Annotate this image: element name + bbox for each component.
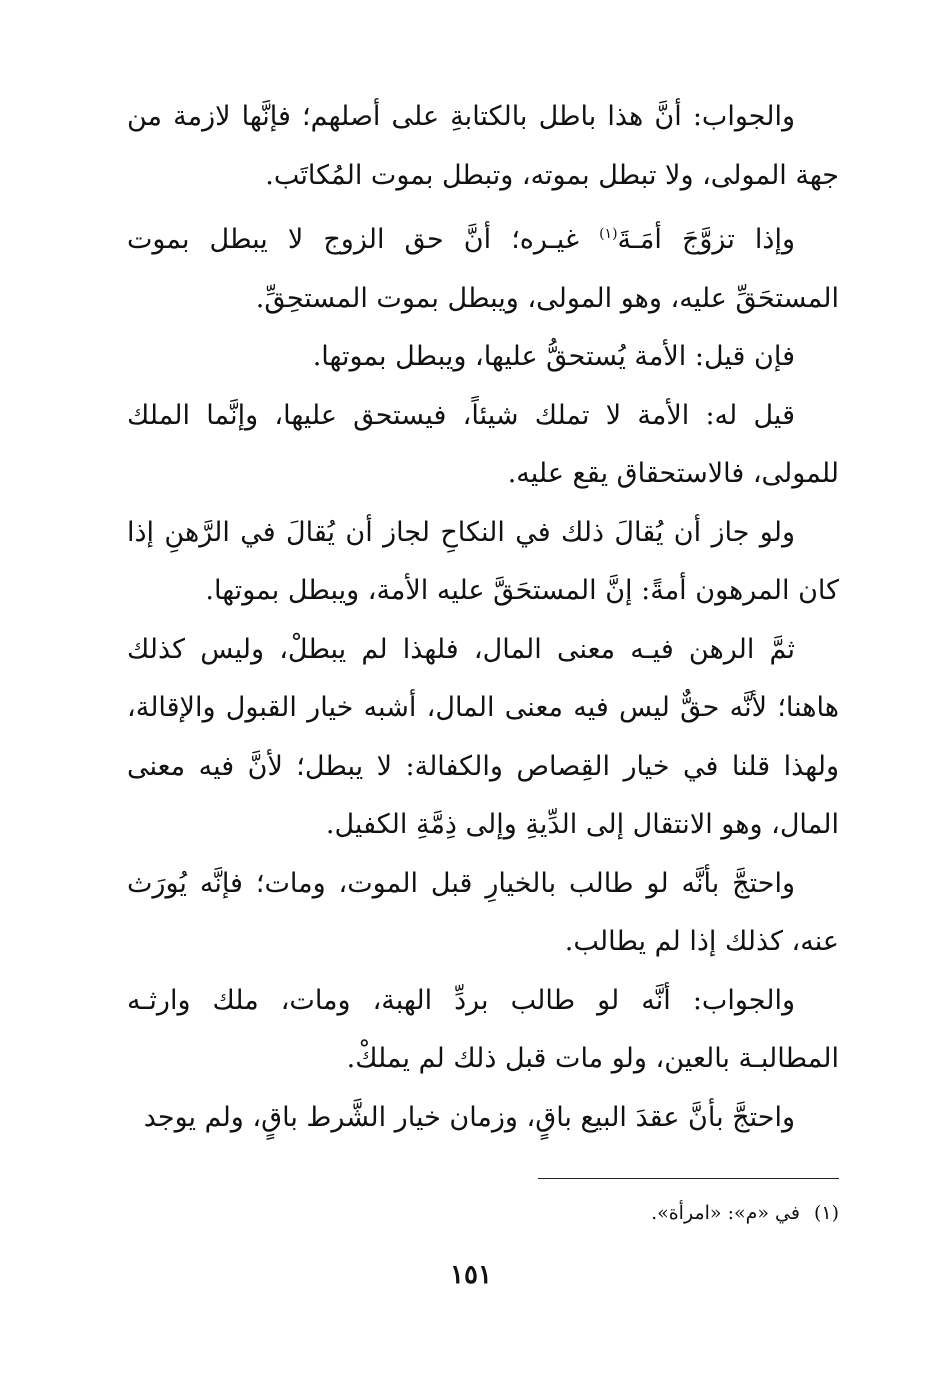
footnote-separator xyxy=(538,1178,839,1179)
paragraph-8: والجواب: أنَّه لو طالب بردِّ الهبة، ومات، ملك وارثـه المطالبـة بالعين، ولو مات قبل ذلك لم يملكْ. xyxy=(127,984,839,1074)
paragraph-4: قيل له: الأمة لا تملك شيئاً، فيستحق عليها، وإنَّما الملك للمولى، فالاستحقاق يقع عليه. xyxy=(127,399,839,489)
paragraph-2: وإذا تزوَّجَ أمَـةَ$^{(١)}$ غيـره؛ أنَّ حق الزوج لا يبطل بموت المستحَقِّ عليه، وهو المولى، ويبطل بموت المستحِقِّ. xyxy=(127,224,839,314)
page-number: ١٥١ xyxy=(450,1260,492,1290)
main-text xyxy=(127,88,839,1147)
paragraph-7: واحتجَّ بأنَّه لو طالب بالخيارِ قبل الموت، ومات؛ فإنَّه يُورَث عنه، كذلك إذا لم يطالب. xyxy=(127,867,839,957)
footnote-number: (١) xyxy=(813,1202,839,1224)
paragraph-9: واحتجَّ بأنَّ عقدَ البيع باقٍ، وزمان خيار الشَّرط باقٍ، ولم يوجد xyxy=(143,1101,795,1133)
paragraph-6: ثمَّ الرهن فيـه معنى المال، فلهذا لم يبطلْ، وليس كذلك هاهنا؛ لأنَّه حقٌّ ليس فيه معنى المال، أشبه خيار القبول والإقالة، ولهذا قلنا في خيار القِصاص والكفالة: لا يبطل؛ لأنَّ فيه معنى المال، وهو الانتقال إلى الدِّيةِ وإلى ذِمَّةِ الكفيل. xyxy=(127,633,839,840)
paragraph-1: والجواب: أنَّ هذا باطل بالكتابةِ على أصلهم؛ فإنَّها لازمة من جهة المولى، ولا تبطل بموته، وتبطل بموت المُكاتَب. xyxy=(127,101,839,191)
footnote xyxy=(651,1198,839,1228)
paragraph-5: ولو جاز أن يُقالَ ذلك في النكاحِ لجاز أن يُقالَ في الرَّهنِ إذا كان المرهون أمةً: إنَّ المستحَقَّ عليه الأمة، ويبطل بموتها. xyxy=(127,516,839,606)
footnote-marker: (١) xyxy=(599,226,618,242)
footnote-text: في «م»: «امرأة». xyxy=(651,1202,800,1224)
paragraph-3: فإن قيل: الأمة يُستحقُّ عليها، ويبطل بموتها. xyxy=(312,341,795,372)
